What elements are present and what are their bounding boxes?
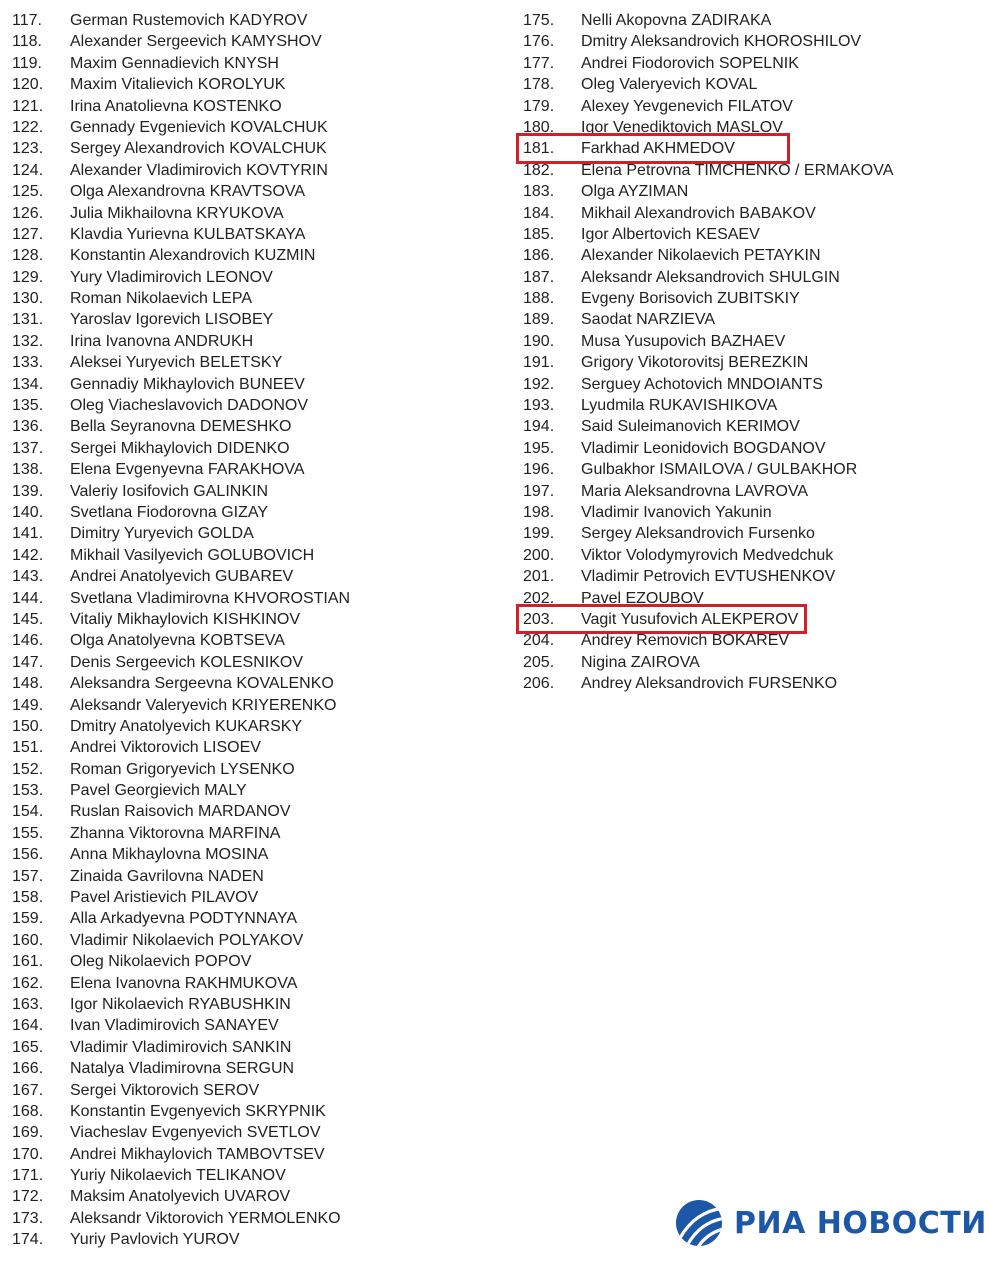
item-number: 165. xyxy=(12,1038,44,1056)
person-name: Vladimir Leonidovich BOGDANOV xyxy=(581,439,826,457)
item-number: 140. xyxy=(12,503,44,521)
left-column xyxy=(12,10,492,1251)
person-name: Sergey Aleksandrovich Fursenko xyxy=(581,525,815,543)
item-number: 141. xyxy=(12,525,44,543)
list-item xyxy=(12,801,492,822)
list-item xyxy=(523,160,983,181)
list-item xyxy=(523,224,983,245)
person-name: Aleksandr Viktorovich YERMOLENKO xyxy=(70,1209,341,1227)
list-item xyxy=(523,502,983,523)
person-name: Sergei Mikhaylovich DIDENKO xyxy=(70,439,290,457)
item-number: 126. xyxy=(12,204,44,222)
list-item xyxy=(12,716,492,737)
item-number: 123. xyxy=(12,140,44,158)
list-item xyxy=(12,352,492,373)
list-item xyxy=(12,459,492,480)
person-name: Alla Arkadyevna PODTYNNAYA xyxy=(70,910,298,928)
item-number: 159. xyxy=(12,910,44,928)
person-name: Natalya Vladimirovna SERGUN xyxy=(70,1060,295,1078)
item-number: 151. xyxy=(12,739,44,757)
list-item xyxy=(523,588,983,609)
person-name: Igor Venediktovich MASLOV xyxy=(581,118,783,136)
list-item xyxy=(523,288,983,309)
person-name: Maxim Gennadievich KNYSH xyxy=(70,54,279,72)
person-name: Gulbakhor ISMAILOVA / GULBAKHOR xyxy=(581,461,858,479)
person-name: Dimitry Yuryevich GOLDA xyxy=(70,525,254,543)
item-number: 187. xyxy=(523,268,555,286)
list-item xyxy=(12,374,492,395)
list-item xyxy=(12,1208,492,1229)
person-name: Serguey Achotovich MNDOIANTS xyxy=(581,375,823,393)
person-name: Vitaliy Mikhaylovich KISHKINOV xyxy=(70,610,300,628)
list-item xyxy=(523,438,983,459)
person-name: Elena Petrovna TIMCHENKO / ERMAKOVA xyxy=(581,161,894,179)
person-name: Andrey Removich BOKAREV xyxy=(581,632,790,650)
item-number: 146. xyxy=(12,632,44,650)
person-name: Olga AYZIMAN xyxy=(581,183,689,201)
item-number: 158. xyxy=(12,889,44,907)
item-number: 172. xyxy=(12,1188,44,1206)
list-item xyxy=(12,588,492,609)
person-name: Olga Alexandrovna KRAVTSOVA xyxy=(70,183,306,201)
item-number: 129. xyxy=(12,268,44,286)
item-number: 148. xyxy=(12,675,44,693)
list-item xyxy=(12,973,492,994)
person-name: Viacheslav Evgenyevich SVETLOV xyxy=(70,1124,321,1142)
item-number: 125. xyxy=(12,183,44,201)
list-item xyxy=(12,245,492,266)
item-number: 200. xyxy=(523,546,555,564)
list-item xyxy=(523,245,983,266)
person-name: Bella Seyranovna DEMESHKO xyxy=(70,418,292,436)
item-number: 202. xyxy=(523,589,555,607)
item-number: 163. xyxy=(12,995,44,1013)
list-item xyxy=(12,481,492,502)
list-item xyxy=(12,866,492,887)
person-name: Denis Sergeevich KOLESNIKOV xyxy=(70,653,303,671)
list-item xyxy=(12,630,492,651)
list-item xyxy=(12,138,492,159)
item-number: 178. xyxy=(523,76,555,94)
list-item xyxy=(523,331,983,352)
list-item xyxy=(523,10,983,31)
list-item xyxy=(523,416,983,437)
person-name: Mikhail Vasilyevich GOLUBOVICH xyxy=(70,546,315,564)
item-number: 120. xyxy=(12,76,44,94)
item-number: 117. xyxy=(12,12,42,29)
person-name: German Rustemovich KADYROV xyxy=(70,12,308,29)
item-number: 174. xyxy=(12,1231,44,1249)
person-name: Roman Nikolaevich LEPA xyxy=(70,290,253,308)
item-number: 179. xyxy=(523,97,555,115)
person-name: Andrei Anatolyevich GUBAREV xyxy=(70,568,294,586)
person-name: Vladimir Nikolaevich POLYAKOV xyxy=(70,931,304,949)
item-number: 192. xyxy=(523,375,555,393)
list-item xyxy=(523,652,983,673)
person-name: Elena Ivanovna RAKHMUKOVA xyxy=(70,974,298,992)
list-item xyxy=(12,609,492,630)
list-item xyxy=(12,160,492,181)
list-item xyxy=(523,181,983,202)
item-number: 168. xyxy=(12,1102,44,1120)
item-number: 161. xyxy=(12,953,44,971)
list-item xyxy=(12,309,492,330)
item-number: 166. xyxy=(12,1060,44,1078)
person-name: Elena Evgenyevna FARAKHOVA xyxy=(70,461,305,479)
list-item xyxy=(12,1058,492,1079)
person-name: Igor Nikolaevich RYABUSHKIN xyxy=(70,995,291,1013)
item-number: 119. xyxy=(12,54,42,72)
list-item xyxy=(12,908,492,929)
list-item xyxy=(12,823,492,844)
list-item xyxy=(12,1229,492,1250)
person-name: Nelli Akopovna ZADIRAKA xyxy=(581,12,772,29)
list-item xyxy=(12,780,492,801)
list-item xyxy=(12,887,492,908)
list-item xyxy=(12,673,492,694)
person-name: Oleg Valeryevich KOVAL xyxy=(581,76,758,94)
list-item xyxy=(12,930,492,951)
item-number: 175. xyxy=(523,12,555,29)
person-name: Yury Vladimirovich LEONOV xyxy=(70,268,273,286)
person-name: Svetlana Fiodorovna GIZAY xyxy=(70,503,269,521)
person-name: Dmitry Anatolyevich KUKARSKY xyxy=(70,717,303,735)
list-item xyxy=(523,673,983,694)
person-name: Maksim Anatolyevich UVAROV xyxy=(70,1188,291,1206)
list-item xyxy=(523,138,983,159)
list-item xyxy=(12,395,492,416)
list-item xyxy=(12,10,492,31)
person-name: Klavdia Yurievna KULBATSKAYA xyxy=(70,225,306,243)
item-number: 170. xyxy=(12,1145,44,1163)
list-item xyxy=(523,630,983,651)
item-number: 198. xyxy=(523,503,555,521)
list-item xyxy=(12,951,492,972)
item-number: 197. xyxy=(523,482,555,500)
item-number: 194. xyxy=(523,418,555,436)
item-number: 127. xyxy=(12,225,44,243)
person-name: Saodat NARZIEVA xyxy=(581,311,715,329)
person-name: Oleg Viacheslavovich DADONOV xyxy=(70,397,309,415)
person-name: Vladimir Vladimirovich SANKIN xyxy=(70,1038,292,1056)
item-number: 132. xyxy=(12,332,44,350)
list-item xyxy=(523,267,983,288)
item-number: 195. xyxy=(523,439,555,457)
person-name: Andrei Mikhaylovich TAMBOVTSEV xyxy=(70,1145,325,1163)
item-number: 138. xyxy=(12,461,44,479)
list-item xyxy=(12,502,492,523)
person-name: Evgeny Borisovich ZUBITSKIY xyxy=(581,290,800,308)
person-name: Anna Mikhaylovna MOSINA xyxy=(70,846,269,864)
person-name: Yaroslav Igorevich LISOBEY xyxy=(70,311,274,329)
person-name: Nigina ZAIROVA xyxy=(581,653,700,671)
item-number: 147. xyxy=(12,653,44,671)
person-name: Roman Grigoryevich LYSENKO xyxy=(70,760,295,778)
list-item xyxy=(12,1015,492,1036)
person-name: Sergey Alexandrovich KOVALCHUK xyxy=(70,140,327,158)
list-item xyxy=(523,609,983,630)
item-number: 160. xyxy=(12,931,44,949)
item-number: 171. xyxy=(12,1167,44,1185)
item-number: 150. xyxy=(12,717,44,735)
item-number: 188. xyxy=(523,290,555,308)
person-name: Maria Aleksandrovna LAVROVA xyxy=(581,482,809,500)
person-name: Maxim Vitalievich KOROLYUK xyxy=(70,76,286,94)
list-item xyxy=(12,1080,492,1101)
person-name: Yuriy Nikolaevich TELIKANOV xyxy=(70,1167,286,1185)
list-item xyxy=(12,438,492,459)
person-name: Aleksandra Sergeevna KOVALENKO xyxy=(70,675,334,693)
person-name: Aleksandr Aleksandrovich SHULGIN xyxy=(581,268,840,286)
person-name: Alexander Vladimirovich KOVTYRIN xyxy=(70,161,328,179)
item-number: 205. xyxy=(523,653,555,671)
item-number: 177. xyxy=(523,54,555,72)
person-name: Yuriy Pavlovich YUROV xyxy=(70,1231,240,1249)
person-name: Andrei Viktorovich LISOEV xyxy=(70,739,261,757)
person-name: Aleksandr Valeryevich KRIYERENKO xyxy=(70,696,337,714)
item-number: 131. xyxy=(12,311,44,329)
item-number: 133. xyxy=(12,354,44,372)
person-name: Vladimir Ivanovich Yakunin xyxy=(581,503,772,521)
item-number: 149. xyxy=(12,696,44,714)
item-number: 206. xyxy=(523,675,555,693)
item-number: 135. xyxy=(12,397,44,415)
list-item xyxy=(12,994,492,1015)
item-number: 204. xyxy=(523,632,555,650)
list-item xyxy=(523,309,983,330)
list-item xyxy=(523,374,983,395)
person-name: Alexander Sergeevich KAMYSHOV xyxy=(70,33,322,51)
person-name: Igor Albertovich KESAEV xyxy=(581,225,760,243)
list-item xyxy=(12,181,492,202)
person-name: Konstantin Alexandrovich KUZMIN xyxy=(70,247,316,265)
person-name: Valeriy Iosifovich GALINKIN xyxy=(70,482,268,500)
item-number: 182. xyxy=(523,161,555,179)
list-item xyxy=(12,652,492,673)
list-item xyxy=(12,566,492,587)
person-name: Pavel Aristievich PILAVOV xyxy=(70,889,259,907)
item-number: 176. xyxy=(523,33,555,51)
item-number: 134. xyxy=(12,375,44,393)
item-number: 144. xyxy=(12,589,44,607)
right-column xyxy=(523,10,983,695)
person-name: Mikhail Alexandrovich BABAKOV xyxy=(581,204,816,222)
item-number: 118. xyxy=(12,33,42,51)
person-name: Vladimir Petrovich EVTUSHENKOV xyxy=(581,568,836,586)
person-name: Said Suleimanovich KERIMOV xyxy=(581,418,800,436)
person-name: Pavel Georgievich MALY xyxy=(70,782,247,800)
list-item xyxy=(523,352,983,373)
item-number: 185. xyxy=(523,225,555,243)
item-number: 124. xyxy=(12,161,44,179)
person-name: Svetlana Vladimirovna KHVOROSTIAN xyxy=(70,589,351,607)
person-name: Viktor Volodymyrovich Medvedchuk xyxy=(581,546,834,564)
list-item xyxy=(523,117,983,138)
list-item xyxy=(12,695,492,716)
list-item xyxy=(523,545,983,566)
item-number: 155. xyxy=(12,824,44,842)
person-name: Aleksei Yuryevich BELETSKY xyxy=(70,354,283,372)
person-name: Lyudmila RUKAVISHIKOVA xyxy=(581,397,778,415)
person-name: Sergei Viktorovich SEROV xyxy=(70,1081,260,1099)
person-name: Olga Anatolyevna KOBTSEVA xyxy=(70,632,285,650)
person-name: Irina Anatolievna KOSTENKO xyxy=(70,97,282,115)
item-number: 130. xyxy=(12,290,44,308)
person-name: Irina Ivanovna ANDRUKH xyxy=(70,332,254,350)
list-item xyxy=(523,53,983,74)
item-number: 196. xyxy=(523,461,555,479)
item-number: 169. xyxy=(12,1124,44,1142)
item-number: 190. xyxy=(523,332,555,350)
person-name: Alexey Yevgenevich FILATOV xyxy=(581,97,793,115)
list-item xyxy=(12,1165,492,1186)
list-item xyxy=(523,481,983,502)
item-number: 203. xyxy=(523,610,555,628)
list-item xyxy=(12,1037,492,1058)
person-name: Ivan Vladimirovich SANAYEV xyxy=(70,1017,279,1035)
list-item xyxy=(523,459,983,480)
person-name: Julia Mikhailovna KRYUKOVA xyxy=(70,204,284,222)
list-item xyxy=(12,545,492,566)
person-name: Ruslan Raisovich MARDANOV xyxy=(70,803,291,821)
person-name: Farkhad AKHMEDOV xyxy=(581,140,735,158)
item-number: 184. xyxy=(523,204,555,222)
logo-text: РИА НОВОСТИ xyxy=(734,1205,987,1241)
list-item xyxy=(12,416,492,437)
item-number: 156. xyxy=(12,846,44,864)
person-name: Gennady Evgenievich KOVALCHUK xyxy=(70,118,328,136)
list-item xyxy=(12,267,492,288)
item-number: 167. xyxy=(12,1081,44,1099)
list-item xyxy=(12,1122,492,1143)
person-name: Dmitry Aleksandrovich KHOROSHILOV xyxy=(581,33,862,51)
item-number: 186. xyxy=(523,247,555,265)
item-number: 121. xyxy=(12,97,44,115)
list-item xyxy=(523,523,983,544)
item-number: 154. xyxy=(12,803,44,821)
person-name: Konstantin Evgenyevich SKRYPNIK xyxy=(70,1102,326,1120)
list-item xyxy=(523,395,983,416)
item-number: 180. xyxy=(523,118,555,136)
list-item xyxy=(12,117,492,138)
item-number: 191. xyxy=(523,354,555,372)
ria-globe-icon xyxy=(674,1198,724,1248)
list-item xyxy=(12,844,492,865)
item-number: 145. xyxy=(12,610,44,628)
item-number: 157. xyxy=(12,867,44,885)
person-name: Grigory Vikotorovitsj BEREZKIN xyxy=(581,354,809,372)
item-number: 162. xyxy=(12,974,44,992)
item-number: 122. xyxy=(12,118,44,136)
list-item xyxy=(12,1144,492,1165)
person-name: Vagit Yusufovich ALEKPEROV xyxy=(581,610,799,628)
list-item xyxy=(12,1186,492,1207)
list-item xyxy=(12,737,492,758)
list-item xyxy=(523,31,983,52)
person-name: Alexander Nikolaevich PETAYKIN xyxy=(581,247,821,265)
person-name: Zinaida Gavrilovna NADEN xyxy=(70,867,264,885)
item-number: 142. xyxy=(12,546,44,564)
person-name: Zhanna Viktorovna MARFINA xyxy=(70,824,281,842)
list-item xyxy=(12,523,492,544)
person-name: Oleg Nikolaevich POPOV xyxy=(70,953,252,971)
item-number: 181. xyxy=(523,140,555,158)
item-number: 143. xyxy=(12,568,44,586)
list-item xyxy=(12,74,492,95)
item-number: 152. xyxy=(12,760,44,778)
item-number: 139. xyxy=(12,482,44,500)
person-name: Andrei Fiodorovich SOPELNIK xyxy=(581,54,799,72)
item-number: 201. xyxy=(523,568,555,586)
list-item xyxy=(12,224,492,245)
person-name: Andrey Aleksandrovich FURSENKO xyxy=(581,675,838,693)
list-item xyxy=(12,1101,492,1122)
item-number: 153. xyxy=(12,782,44,800)
item-number: 164. xyxy=(12,1017,44,1035)
item-number: 173. xyxy=(12,1209,44,1227)
list-item xyxy=(523,566,983,587)
item-number: 128. xyxy=(12,247,44,265)
item-number: 189. xyxy=(523,311,555,329)
item-number: 183. xyxy=(523,183,555,201)
list-item xyxy=(12,203,492,224)
list-item xyxy=(12,759,492,780)
list-item xyxy=(12,31,492,52)
item-number: 136. xyxy=(12,418,44,436)
list-item xyxy=(12,53,492,74)
list-item xyxy=(12,331,492,352)
item-number: 137. xyxy=(12,439,44,457)
list-item xyxy=(523,203,983,224)
list-item xyxy=(12,288,492,309)
item-number: 199. xyxy=(523,525,555,543)
person-name: Musa Yusupovich BAZHAEV xyxy=(581,332,786,350)
ria-novosti-logo xyxy=(674,1198,987,1248)
person-name: Gennadiy Mikhaylovich BUNEEV xyxy=(70,375,305,393)
list-item xyxy=(12,96,492,117)
list-item xyxy=(523,96,983,117)
person-name: Pavel EZOUBOV xyxy=(581,589,704,607)
item-number: 193. xyxy=(523,397,555,415)
list-item xyxy=(523,74,983,95)
